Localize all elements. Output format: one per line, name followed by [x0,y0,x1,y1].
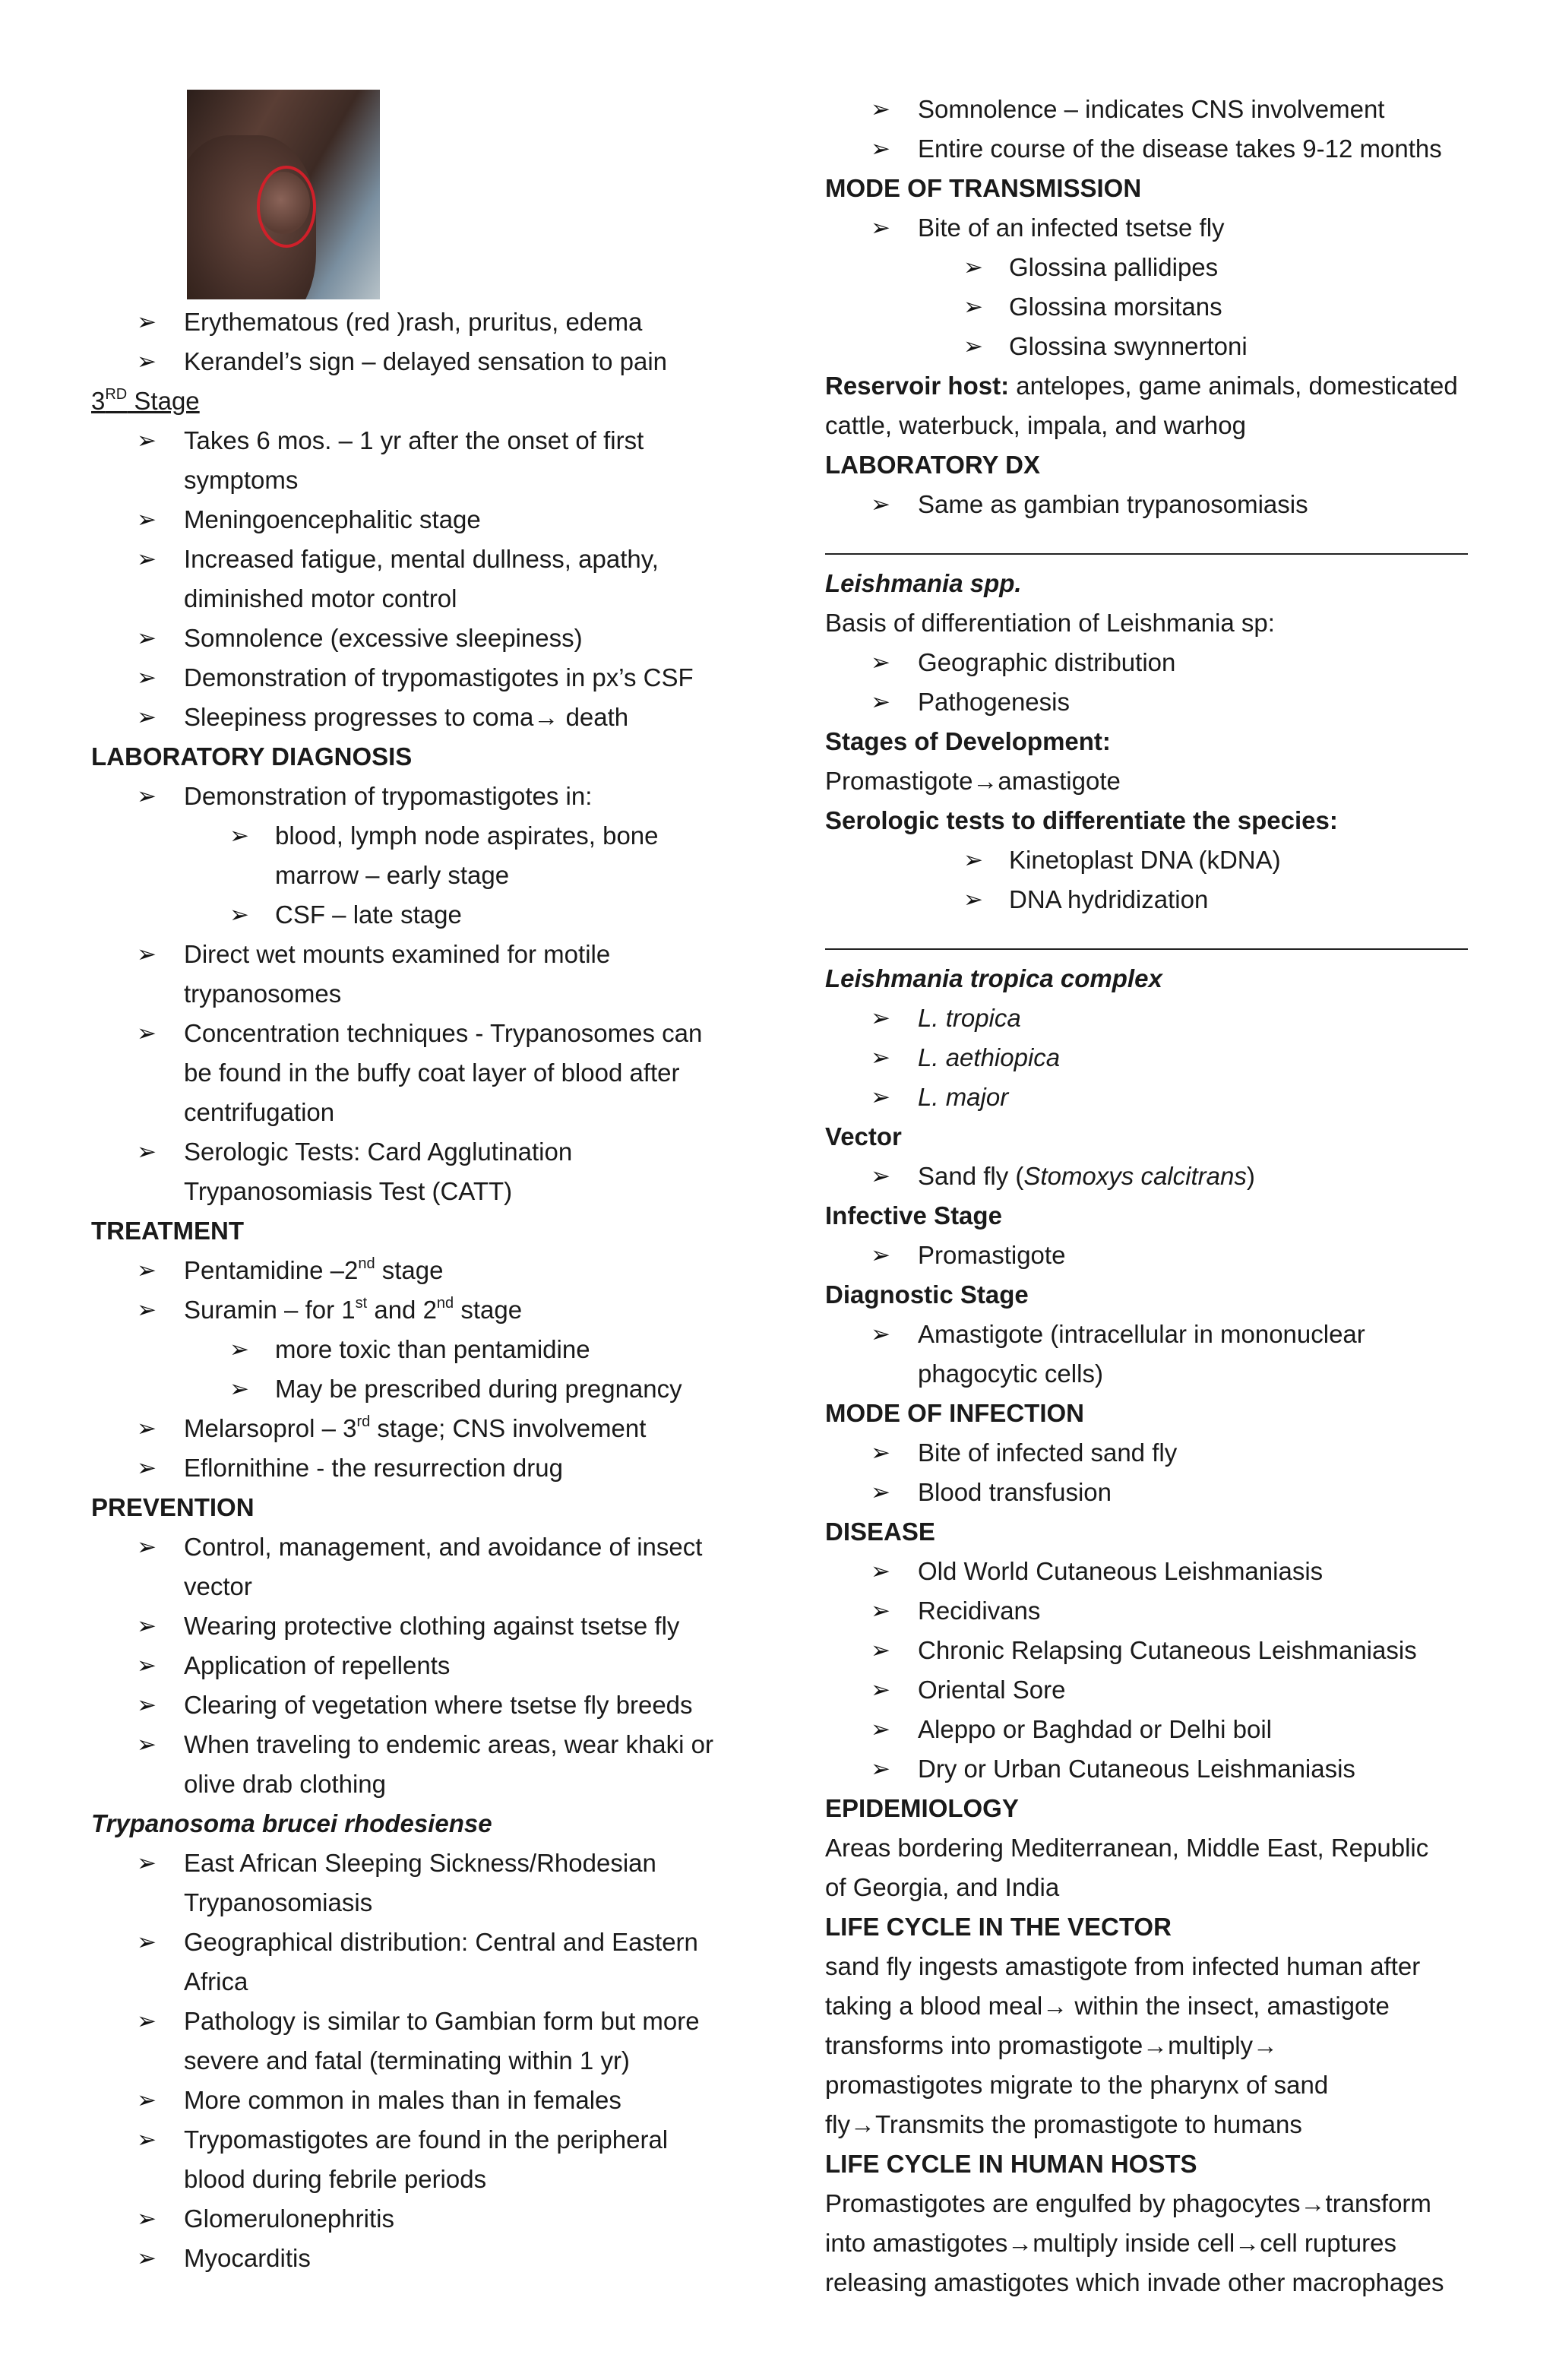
text-line [91,381,760,421]
text-line [825,1947,1479,1986]
text-line [91,1290,760,1330]
arrow-bullet-icon: ➢ [871,1242,890,1269]
list-item-continuation: be found in the buffy coat layer of blood after [184,1059,680,1087]
text-line [825,1552,1479,1591]
text-line [825,1354,1479,1394]
text-line [825,2144,1479,2184]
species-item: L. tropica [918,1004,1021,1032]
text-line [825,1236,1479,1275]
arrow-bullet-icon: ➢ [871,1637,890,1664]
list-item: Kerandel’s sign – delayed sensation to pain [184,347,668,375]
text-line [91,1725,760,1764]
list-item: Bite of an infected tsetse fly [918,214,1225,242]
arrow-bullet-icon: ➢ [137,2245,157,2272]
text-line [825,2026,1479,2065]
organism-heading: Trypanosoma brucei rhodesiense [91,1809,492,1837]
text-line [91,1093,760,1132]
text-line [825,1591,1479,1631]
text-line [91,1567,760,1606]
paragraph-line: promastigotes migrate to the pharynx of sand [825,2071,1329,2099]
list-item: Geographic distribution [918,648,1176,676]
paragraph-line: fly→Transmits the promastigote to humans [825,2110,1302,2138]
sub-list-item: Glossina pallidipes [1009,253,1219,281]
section-heading: PREVENTION [91,1493,255,1521]
section-heading: EPIDEMIOLOGY [825,1794,1019,1822]
list-item: Direct wet mounts examined for motile [184,940,611,968]
text-line [825,485,1479,524]
text-line [91,856,760,895]
list-item-continuation: severe and fatal (terminating within 1 yr) [184,2046,630,2075]
text-line [91,1211,760,1251]
arrow-bullet-icon: ➢ [871,1005,890,1032]
text-line [825,445,1479,485]
paragraph-line: transforms into promastigote→multiply→ [825,2031,1279,2059]
text-line [825,1196,1479,1236]
organism-heading: Leishmania spp. [825,569,1022,597]
arrow-bullet-icon: ➢ [137,427,157,454]
drug-stage-text: stage [454,1296,523,1324]
arrow-bullet-icon: ➢ [137,704,157,731]
text-line [825,1986,1479,2026]
arrow-bullet-icon: ➢ [871,1716,890,1743]
section-heading: Infective Stage [825,1201,1002,1230]
list-item: Chronic Relapsing Cutaneous Leishmaniasis [918,1636,1417,1664]
text-line [91,1923,760,1962]
list-item: Demonstration of trypomastigotes in px’s CSF [184,663,694,692]
arrow-bullet-icon: ➢ [137,625,157,652]
list-item: Takes 6 mos. – 1 yr after the onset of first [184,426,644,454]
text-line [825,169,1479,208]
text-line [825,1749,1479,1789]
section-heading: LABORATORY DX [825,451,1040,479]
sub-list-item: May be prescribed during pregnancy [275,1375,682,1403]
paragraph-line: sand fly ingests amastigote from infected human after [825,1952,1421,1980]
text-line [91,1527,760,1567]
sub-list-item: DNA hydridization [1009,885,1209,913]
reservoir-host-text: antelopes, game animals, domesticated [1009,372,1458,400]
paragraph-line: of Georgia, and India [825,1873,1060,1901]
stage-heading [91,381,200,421]
arrow-bullet-icon: ➢ [871,1044,890,1071]
section-heading: Diagnostic Stage [825,1280,1029,1309]
text-line [91,619,760,658]
section-heading: Serologic tests to differentiate the species: [825,806,1338,834]
text-line [91,1962,760,2002]
text-line [91,1132,760,1172]
text-line [825,2223,1479,2263]
text-line [91,974,760,1014]
text-line [825,208,1479,248]
species-item: L. aethiopica [918,1043,1061,1071]
vector-name: Sand fly ( [918,1162,1024,1190]
text-line [825,801,1479,840]
list-item [184,1251,443,1290]
text-line [91,2081,760,2120]
list-item-continuation: centrifugation [184,1098,335,1126]
arrow-bullet-icon: ➢ [137,546,157,573]
text-line [91,1764,760,1804]
list-item-continuation: Trypanosomiasis Test (CATT) [184,1177,513,1205]
list-item: Control, management, and avoidance of insect [184,1533,703,1561]
arrow-bullet-icon: ➢ [137,664,157,692]
text-line [825,564,1479,603]
list-item: Sleepiness progresses to coma→ death [184,703,629,731]
list-item: Pathogenesis [918,688,1070,716]
list-item: Recidivans [918,1597,1041,1625]
list-item: Clearing of vegetation where tsetse fly breeds [184,1691,693,1719]
ordinal-suffix: rd [356,1413,371,1430]
text-line [91,302,760,342]
text-line [91,1488,760,1527]
list-item: Geographical distribution: Central and Eastern [184,1928,698,1956]
arrow-bullet-icon: ➢ [871,1321,890,1348]
text-line [825,643,1479,682]
section-heading: LABORATORY DIAGNOSIS [91,742,413,771]
text-line [825,2263,1479,2302]
text-line [825,1078,1479,1117]
text-line [91,816,760,856]
list-item-continuation: olive drab clothing [184,1770,386,1798]
text-line [825,1868,1479,1907]
arrow-bullet-icon: ➢ [871,1755,890,1783]
sub-list-item: CSF – late stage [275,900,462,929]
arrow-bullet-icon: ➢ [963,847,983,874]
arrow-bullet-icon: ➢ [229,1375,249,1403]
list-item [184,1290,522,1330]
text-line [825,959,1479,999]
organism-heading: Leishmania tropica complex [825,964,1162,992]
text-line [91,1409,760,1448]
text-line [825,840,1479,880]
text-line [91,1844,760,1883]
list-item: Blood transfusion [918,1478,1112,1506]
list-item-continuation: diminished motor control [184,584,457,612]
arrow-bullet-icon: ➢ [137,1731,157,1758]
text-line [91,1606,760,1646]
list-item: More common in males than in females [184,2086,621,2114]
arrow-bullet-icon: ➢ [137,1296,157,1324]
arrow-bullet-icon: ➢ [137,2087,157,2114]
arrow-bullet-icon: ➢ [871,96,890,123]
text-line [91,421,760,460]
red-circle-marker [257,166,316,248]
text-line [825,880,1479,919]
vector-close: ) [1246,1162,1255,1190]
ordinal-suffix: nd [358,1255,375,1272]
list-item: Pathology is similar to Gambian form but more [184,2007,700,2035]
section-divider [825,553,1468,555]
text-line [825,999,1479,1038]
text-line [91,2199,760,2239]
list-item: Oriental Sore [918,1676,1066,1704]
list-item: Entire course of the disease takes 9-12 months [918,135,1442,163]
text-line [91,1014,760,1053]
arrow-bullet-icon: ➢ [137,2126,157,2154]
text-line [91,1646,760,1685]
text-line [91,737,760,777]
text-line [91,460,760,500]
text-line [825,1907,1479,1947]
list-item: Somnolence (excessive sleepiness) [184,624,583,652]
text-line [825,722,1479,761]
list-item: When traveling to endemic areas, wear khaki or [184,1730,713,1758]
list-item: Serologic Tests: Card Agglutination [184,1138,573,1166]
text-line [825,2105,1479,2144]
list-item-continuation: phagocytic cells) [918,1359,1103,1388]
stage-word: Stage [127,387,200,415]
arrow-bullet-icon: ➢ [137,1652,157,1679]
list-item: Concentration techniques - Trypanosomes can [184,1019,703,1047]
sub-list-item: Glossina swynnertoni [1009,332,1248,360]
text-line [825,682,1479,722]
arrow-bullet-icon: ➢ [871,1084,890,1111]
text-line [91,1330,760,1369]
list-item-continuation: trypanosomes [184,980,342,1008]
arrow-bullet-icon: ➢ [137,2008,157,2035]
text-line [91,1369,760,1409]
section-heading: MODE OF TRANSMISSION [825,174,1142,202]
paragraph-line: into amastigotes→multiply inside cell→cell ruptures [825,2229,1396,2257]
arrow-bullet-icon: ➢ [871,214,890,242]
list-item: Myocarditis [184,2244,311,2272]
list-item: Erythematous (red )rash, pruritus, edema [184,308,643,336]
list-item: Same as gambian trypanosomiasis [918,490,1308,518]
text-line [91,895,760,935]
arrow-bullet-icon: ➢ [871,688,890,716]
arrow-bullet-icon: ➢ [137,1929,157,1956]
list-item: Increased fatigue, mental dullness, apathy, [184,545,659,573]
arrow-bullet-icon: ➢ [963,293,983,321]
section-heading: Vector [825,1122,902,1150]
ordinal-suffix: nd [436,1295,454,1312]
list-item-continuation: Africa [184,1967,248,1995]
text-line [825,1038,1479,1078]
text-line [91,935,760,974]
text-line [91,1053,760,1093]
drug-stage-text: and 2 [367,1296,437,1324]
drug-name: Melarsoprol – 3 [184,1414,357,1442]
text-line [91,2002,760,2041]
list-item: Somnolence – indicates CNS involvement [918,95,1385,123]
text-line [91,342,760,381]
section-heading: Stages of Development: [825,727,1111,755]
section-heading: DISEASE [825,1518,935,1546]
arrow-bullet-icon: ➢ [229,1336,249,1363]
text-line [91,698,760,737]
paragraph-line: Basis of differentiation of Leishmania sp: [825,609,1275,637]
list-item: Old World Cutaneous Leishmaniasis [918,1557,1324,1585]
arrow-bullet-icon: ➢ [137,2205,157,2233]
arrow-bullet-icon: ➢ [229,822,249,850]
list-item: Aleppo or Baghdad or Delhi boil [918,1715,1272,1743]
list-item: Trypomastigotes are found in the peripheral [184,2125,669,2154]
list-item-continuation: Trypanosomiasis [184,1888,373,1916]
section-heading: TREATMENT [91,1217,245,1245]
list-item: Amastigote (intracellular in mononuclear [918,1320,1365,1348]
arrow-bullet-icon: ➢ [963,333,983,360]
text-line [825,406,1479,445]
text-line [91,2239,760,2278]
paragraph-line: Promastigotes are engulfed by phagocytes→transform [825,2189,1431,2217]
text-line [825,603,1479,643]
ordinal-suffix: st [355,1295,368,1312]
paragraph-line: cattle, waterbuck, impala, and warhog [825,411,1246,439]
section-divider [825,948,1468,950]
arrow-bullet-icon: ➢ [229,901,249,929]
section-heading: LIFE CYCLE IN HUMAN HOSTS [825,2150,1197,2178]
text-line [825,90,1479,129]
text-line [825,2065,1479,2105]
text-line [825,761,1479,801]
sub-list-item: Glossina morsitans [1009,293,1222,321]
arrow-bullet-icon: ➢ [137,1138,157,1166]
text-line [825,248,1479,287]
list-item-continuation: blood during febrile periods [184,2165,487,2193]
text-line [825,129,1479,169]
list-item: Eflornithine - the resurrection drug [184,1454,563,1482]
list-item: Meningoencephalitic stage [184,505,481,533]
arrow-bullet-icon: ➢ [137,783,157,810]
arrow-bullet-icon: ➢ [137,506,157,533]
text-line [825,1117,1479,1157]
text-line [91,540,760,579]
text-line [825,1394,1479,1433]
arrow-bullet-icon: ➢ [137,1533,157,1561]
arrow-bullet-icon: ➢ [137,1850,157,1877]
arrow-bullet-icon: ➢ [871,649,890,676]
arrow-bullet-icon: ➢ [137,1613,157,1640]
text-line [825,1828,1479,1868]
arrow-bullet-icon: ➢ [871,1439,890,1467]
list-item-continuation: vector [184,1572,252,1600]
section-heading: LIFE CYCLE IN THE VECTOR [825,1913,1172,1941]
text-line [825,1315,1479,1354]
arrow-bullet-icon: ➢ [963,886,983,913]
text-line [91,1804,760,1844]
text-line [825,287,1479,327]
text-line [91,1685,760,1725]
arrow-bullet-icon: ➢ [871,491,890,518]
arrow-bullet-icon: ➢ [871,1479,890,1506]
arrow-bullet-icon: ➢ [137,348,157,375]
stage-number: 3 [91,387,106,415]
text-line [825,1275,1479,1315]
section-heading: MODE OF INFECTION [825,1399,1084,1427]
drug-stage-text: stage; CNS involvement [370,1414,647,1442]
arrow-bullet-icon: ➢ [137,309,157,336]
drug-name: Suramin – for 1 [184,1296,356,1324]
list-item: Glomerulonephritis [184,2204,394,2233]
arrow-bullet-icon: ➢ [137,1454,157,1482]
text-line [825,1157,1479,1196]
text-line [91,1172,760,1211]
arrow-bullet-icon: ➢ [871,1163,890,1190]
list-item: Dry or Urban Cutaneous Leishmaniasis [918,1755,1355,1783]
arrow-bullet-icon: ➢ [137,1257,157,1284]
text-line [825,1631,1479,1670]
reservoir-host-line [825,366,1458,406]
text-line [91,1251,760,1290]
text-line [825,1473,1479,1512]
paragraph-line: Areas bordering Mediterranean, Middle East, Republic [825,1834,1429,1862]
stage-ordinal: RD [105,386,128,403]
drug-name: Pentamidine –2 [184,1256,359,1284]
text-line [91,1883,760,1923]
arrow-bullet-icon: ➢ [137,1020,157,1047]
vector-item [918,1157,1255,1196]
text-line [825,1710,1479,1749]
paragraph-line: Promastigote→amastigote [825,767,1121,795]
text-line [825,2184,1479,2223]
arrow-bullet-icon: ➢ [137,941,157,968]
sub-list-item-continuation: marrow – early stage [275,861,510,889]
text-line [91,777,760,816]
arrow-bullet-icon: ➢ [871,1597,890,1625]
sub-list-item: more toxic than pentamidine [275,1335,590,1363]
text-line [91,500,760,540]
list-item-continuation: symptoms [184,466,299,494]
text-line [91,658,760,698]
drug-stage-text: stage [375,1256,444,1284]
text-line [825,1789,1479,1828]
lesion-photo [187,90,380,299]
list-item: Demonstration of trypomastigotes in: [184,782,593,810]
list-item: Bite of infected sand fly [918,1438,1178,1467]
text-line [91,2120,760,2160]
text-line [825,1433,1479,1473]
list-item [184,1409,646,1448]
sub-list-item: blood, lymph node aspirates, bone [275,821,659,850]
list-item: Application of repellents [184,1651,451,1679]
text-line [825,327,1479,366]
text-line [825,1670,1479,1710]
text-line [91,1448,760,1488]
text-line [91,579,760,619]
reservoir-host-label: Reservoir host: [825,372,1010,400]
vector-species: Stomoxys calcitrans [1023,1162,1247,1190]
arrow-bullet-icon: ➢ [963,254,983,281]
arrow-bullet-icon: ➢ [137,1415,157,1442]
sub-list-item: Kinetoplast DNA (kDNA) [1009,846,1281,874]
list-item: Promastigote [918,1241,1066,1269]
arrow-bullet-icon: ➢ [137,1692,157,1719]
paragraph-line: releasing amastigotes which invade other macrophages [825,2268,1444,2296]
text-line [91,2041,760,2081]
paragraph-line: taking a blood meal→ within the insect, amastigote [825,1992,1390,2020]
arrow-bullet-icon: ➢ [871,1558,890,1585]
text-line [825,1512,1479,1552]
list-item: Wearing protective clothing against tsetse fly [184,1612,680,1640]
list-item: East African Sleeping Sickness/Rhodesian [184,1849,656,1877]
arrow-bullet-icon: ➢ [871,1676,890,1704]
text-line [91,2160,760,2199]
arrow-bullet-icon: ➢ [871,135,890,163]
text-line [825,366,1479,406]
species-item: L. major [918,1083,1009,1111]
